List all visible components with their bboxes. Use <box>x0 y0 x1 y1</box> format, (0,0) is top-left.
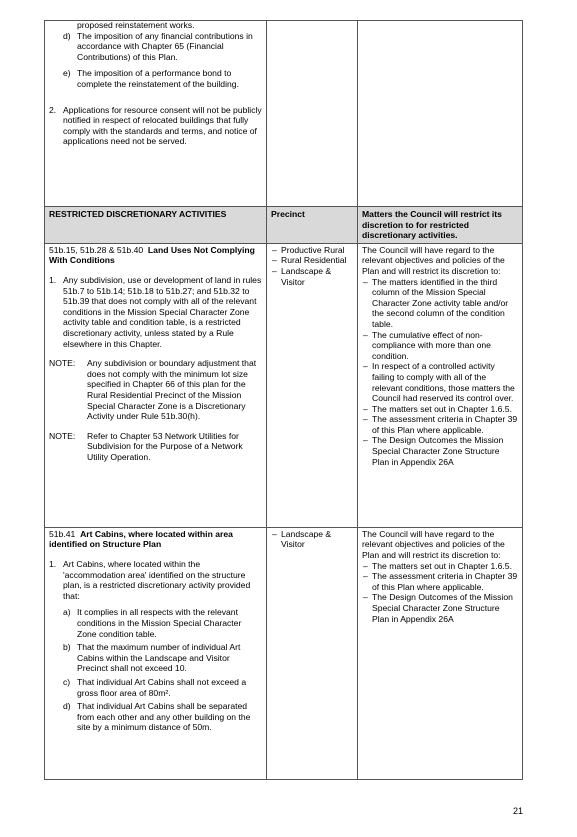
matter-item: – The matters identified in the third column of the Mission Special Character Zone activity table and/or the second column of the condition table. <box>363 276 509 329</box>
precinct-cell <box>267 527 358 779</box>
list-item: b) That the maximum number of individual Art Cabins within the Landscape and Visitor Precinct shall not exceed 10. <box>63 642 241 674</box>
header-precinct: Precinct <box>267 207 358 244</box>
page-number: 21 <box>513 806 524 816</box>
list-item: d) That individual Art Cabins shall be separated from each other and any other building on the site by a minimum distance of 50m. <box>63 701 251 733</box>
matters-intro: The Council will have regard to the relevant objectives and policies of the Plan and will restrict its discretion to: <box>362 244 505 276</box>
rule-title: Art Cabins, where located within area identified on Structure Plan <box>49 528 233 550</box>
precinct-item: – Landscape & Visitor <box>272 528 332 550</box>
list-item: 2. Applications for resource consent will not be publicly notified in respect of relocated buildings that fully comply with the standards and terms, and notice of applications need not be served. <box>49 104 262 147</box>
empty-cell <box>267 21 358 207</box>
table-row <box>45 527 523 779</box>
activity-cell <box>45 243 267 527</box>
matter-item: – The assessment criteria in Chapter 39 of this Plan where applicable. <box>363 414 518 435</box>
list-item: c) That individual Art Cabins shall not exceed a gross floor area of 80m². <box>63 676 247 698</box>
continuation-row <box>45 21 523 207</box>
matter-item: – The Design Outcomes the Mission Special Character Zone Structure Plan in Appendix 26A <box>363 435 504 467</box>
matter-item: – The Design Outcomes of the Mission Special Character Zone Structure Plan in Appendix 26A <box>363 592 513 624</box>
matter-item: – In respect of a controlled activity failing to comply with all of the relevant conditions, those matters the Council had reserved its control over. <box>363 361 515 404</box>
note: NOTE: Any subdivision or boundary adjustment that does not comply with the minimum lot size specified in Chapter 66 of this plan for the Rural Residential Precinct of the Mission Special Character Zone is a Discretionary Activity under Rule 51b.30(h). <box>49 358 257 422</box>
rules-table <box>44 20 523 780</box>
matter-item: – The cumulative effect of non-compliance with more than one condition. <box>363 329 491 361</box>
rule-heading <box>49 245 263 266</box>
precinct-item: – Landscape & Visitor <box>272 265 332 287</box>
matters-cell <box>358 527 523 779</box>
precinct-cell <box>267 243 358 527</box>
list-item: 1. Art Cabins, where located within the 'accommodation area' identified on the structure plan, is a restricted discretionary activity provided that: <box>49 558 251 601</box>
header-activities: RESTRICTED DISCRETIONARY ACTIVITIES <box>45 207 267 244</box>
rule-title: Land Uses Not Complying With Conditions <box>49 244 255 266</box>
header-matters: Matters the Council will restrict its discretion to for restricted discretionary activities. <box>358 207 523 244</box>
precinct-item: – Productive Rural <box>272 244 345 255</box>
rule-heading <box>49 529 263 550</box>
matter-item: – The assessment criteria in Chapter 39 of this Plan where applicable. <box>363 571 518 592</box>
activity-cell <box>45 527 267 779</box>
continuation-cell <box>45 21 267 207</box>
continuation-line: proposed reinstatement works. <box>77 20 195 30</box>
matters-intro: The Council will have regard to the relevant objectives and policies of the Plan and will restrict its discretion to: <box>362 528 505 560</box>
note: NOTE: Refer to Chapter 53 Network Utilities for Subdivision for the Purpose of a Network Utility Operation. <box>49 430 243 462</box>
list-item: 1. Any subdivision, use or development of land in rules 51b.7 to 51b.14; 51b.18 to 51b.27; and 51b.32 to 51b.39 that does not comply with all of the relevant conditions in the Mission Special Character Zone activity table and condition table, is a restricted discretionary activity, unless stated by a Rule elsewhere in this Chapter. <box>49 274 262 349</box>
precinct-item: – Rural Residential <box>272 255 347 266</box>
matters-cell <box>358 243 523 527</box>
table-header-row <box>45 207 523 244</box>
empty-cell <box>358 21 523 207</box>
rule-ref: 51b.41 <box>49 528 76 539</box>
rule-ref: 51b.15, 51b.28 & 51b.40 <box>49 244 144 255</box>
list-item: e) The imposition of a performance bond to complete the reinstatement of the building. <box>63 68 239 89</box>
matter-item: – The matters set out in Chapter 1.6.5. <box>363 560 512 571</box>
matter-item: – The matters set out in Chapter 1.6.5. <box>363 403 512 414</box>
table-row <box>45 243 523 527</box>
list-item: d) The imposition of any financial contributions in accordance with Chapter 65 (Financial Contributions) of this Plan. <box>63 30 253 62</box>
list-item: a) It complies in all respects with the relevant conditions in the Mission Special Character Zone condition table. <box>63 607 242 639</box>
